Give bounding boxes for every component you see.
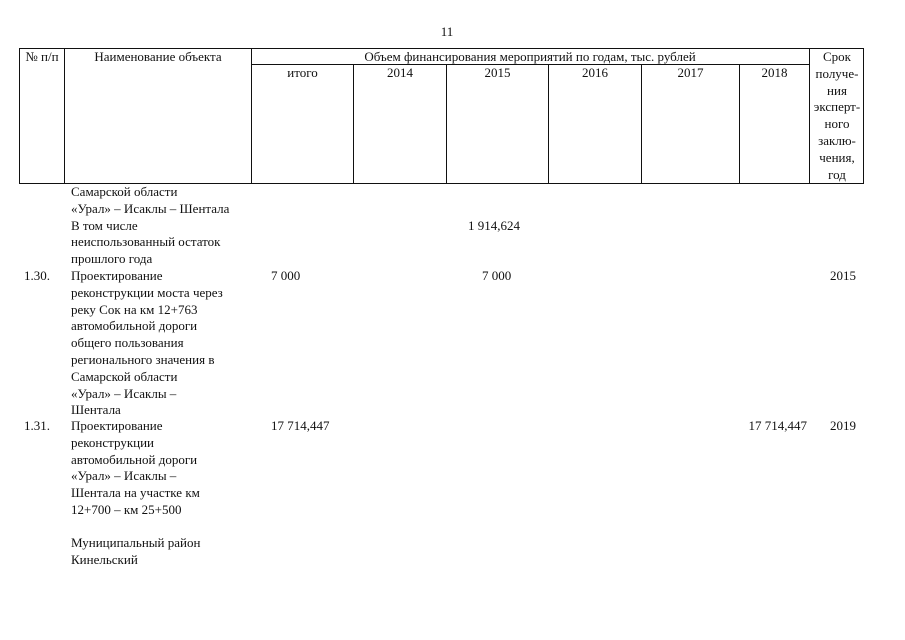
cont-name-line: прошлого года (71, 251, 153, 267)
row-name-line: Шентала (71, 402, 121, 418)
row-number: 1.31. (24, 418, 50, 433)
row-value-2018: 17 714,447 (748, 418, 807, 433)
row-name-line: реконструкции моста через (71, 284, 223, 300)
col-border (641, 64, 642, 184)
cont-name-line: Самарской области (71, 184, 178, 199)
header-col-2018: 2018 (761, 65, 788, 80)
col-border (64, 48, 65, 184)
col-border (251, 48, 252, 184)
row-name-line: автомобильной дороги (71, 451, 198, 467)
row-name-line: реконструкции (71, 434, 155, 450)
row-deadline: 2019 (830, 418, 856, 433)
district-line: Муниципальный район (71, 535, 201, 550)
header-num: № п/п (25, 49, 59, 64)
row-name-line: общего пользования (71, 335, 184, 351)
header-financing-group: Объем финансирования мероприятий по годам, тыс. рублей (364, 49, 696, 64)
header-col-2015: 2015 (484, 65, 511, 80)
header-deadline: Срок получе-ния эксперт-ного заклю-чения, год (813, 49, 861, 182)
header-col-total: итого (287, 65, 318, 80)
header-col-2016: 2016 (582, 65, 608, 80)
col-border (19, 48, 20, 184)
header-name: Наименование объекта (94, 49, 222, 64)
col-border (548, 64, 549, 184)
row-name-line: «Урал» – Исаклы – (71, 385, 177, 401)
row-value-2015: 7 000 (482, 268, 512, 283)
row-name-line: Шентала на участке км (71, 485, 200, 501)
row-number: 1.30. (24, 268, 50, 283)
cont-name-line: неиспользованный остаток (71, 234, 221, 250)
row-name-line: «Урал» – Исаклы – (71, 468, 177, 484)
row-name-line: реку Сок на км 12+763 (71, 301, 198, 317)
cont-name-line: В том числе (71, 217, 138, 233)
col-border (446, 64, 447, 184)
page-number: 11 (440, 24, 454, 39)
col-border (739, 64, 740, 184)
row-name-line: автомобильной дороги (71, 318, 198, 334)
row-deadline: 2015 (830, 268, 856, 283)
col-border (809, 48, 810, 184)
row-total: 17 714,447 (271, 418, 330, 433)
cont-value-2015: 1 914,624 (468, 217, 520, 233)
header-col-2017: 2017 (677, 65, 704, 80)
row-name-line: Проектирование (71, 418, 163, 433)
row-name-line: Самарской области (71, 368, 178, 384)
header-col-2014: 2014 (387, 65, 413, 80)
row-name-line: Проектирование (71, 268, 163, 283)
row-name-line: 12+700 – км 25+500 (71, 502, 182, 517)
district-line: Кинельский (71, 551, 138, 567)
row-name-line: регионального значения в (71, 352, 215, 367)
row-total: 7 000 (271, 268, 301, 283)
col-border (353, 64, 354, 184)
cont-name-line: «Урал» – Исаклы – Шентала (71, 200, 230, 216)
col-border (863, 48, 864, 184)
